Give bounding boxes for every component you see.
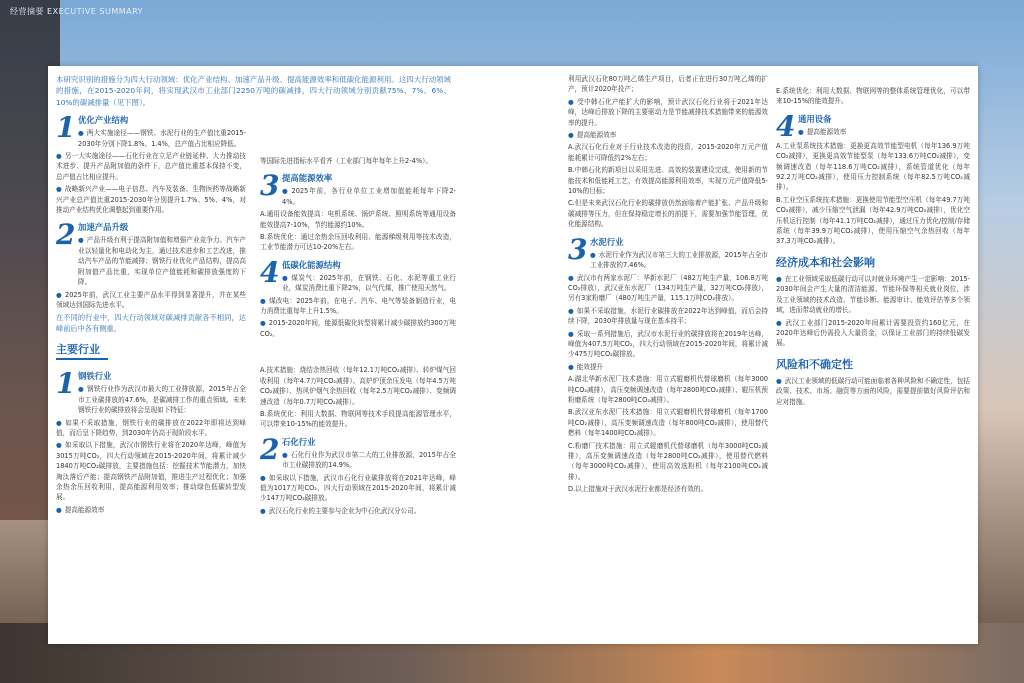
paragraph: C.粉磨厂技术措施：用立式辊磨机代替球磨机（每年3000吨CO₂减排），高压变频调速改造（每年2800吨CO₂减排），使用替代燃料（每年3000吨CO₂减排），使用高效选粉机（每年2100吨CO₂减排）。	[568, 441, 768, 481]
paragraph: ● 2025年前，武汉工业主要产品水平得到显著提升，并在某些领域达到国际先进水平。	[56, 290, 247, 309]
section-title: 低碳化能源结构	[282, 259, 341, 270]
paragraph: B.工业空压系统技术措施：更换使用节能型空压机（每年49.7万吨CO₂减排），减少压缩空气泄漏（每年42.9万吨CO₂减排），优化空压机运行控制（每年41.1万吨CO₂减排），通过压力优化/控制/存储系统（每年39.9万吨CO₂减排），使用压缩空气余热回收（每年37.3万吨CO₂减排）。	[776, 195, 970, 246]
paragraph: B.中韩石化的新项目以采用先进、高效的装置建设完成，使用新的节能技术和低能耗工艺，有效提高能源利用效率，实现万元产值降低5-10%的目标；	[568, 166, 768, 196]
paragraph: ● 煤炭气：2025年前，在钢铁、石化、水泥等重工业行业，煤炭消费比重下降2%，以气代煤，推广使用天然气。	[282, 273, 456, 293]
document-page	[48, 66, 978, 644]
paragraph: ● 如采取以下措施，武汉市钢铁行业将在2020年达峰，峰值为3015万吨CO₂，四大行动领域在2015-2020年间，将累计减少1840万吨CO₂碳排放，主要措施包括：挖掘技术节能潜力，加快淘汰落后产能；提高钢铁产品附加值，推进生产过程优化；加强余热余压回收利用，提高能源利用效率；推动绿色低碳转型发展。	[56, 441, 247, 502]
paragraph: ● 采取一系列措施后，武汉市水泥行业的碳排放将在2019年达峰，峰值为407.5万吨CO₂，四大行动领域在2015-2020年间，将累计减少475万吨CO₂碳排放。	[568, 329, 768, 359]
section-title: 加速产品升级	[78, 222, 129, 233]
paragraph: ● 2015-2020年间，能源低碳化转型将累计减少碳排放约300万吨CO₂。	[260, 319, 456, 338]
section-lowcarbon	[260, 255, 456, 296]
risk-title: 风险和不确定性	[776, 357, 853, 371]
section-number: 3	[260, 169, 280, 203]
section-petrochem	[260, 432, 456, 473]
paragraph: ● 提高能源效率	[798, 127, 847, 136]
paragraph: ● 如果不采取措施，水泥行业碳排放在2022年达到峰值，而后会持续下降，2030年排放量与现在基本持平；	[568, 306, 768, 326]
paragraph: D.以上措施对于武汉水泥行业都是经济有效的。	[568, 485, 708, 494]
paragraph: ● 战略新兴产业——电子信息、汽车及装备、生物医药等战略新兴产业总产值比重2015-2030年分别提升1.7%、5%、4%，对推动产业结构优化调整起到重要作用。	[56, 185, 247, 215]
paragraph: ● 武汉市有两家水泥厂：华新水泥厂（482万吨生产量，106.8万吨CO₂排放），武汉亚东水泥厂（134万吨生产量，32万吨CO₂排放），另有3家粉磨厂（480万吨生产量，115.1万吨CO₂排放）。	[568, 273, 768, 303]
section-title: 优化产业结构	[78, 115, 129, 126]
paragraph: ● 石化行业作为武汉市第二大的工业排放源，2015年占全市工业碳排放的14.9%。	[282, 450, 456, 470]
paragraph: ● 提高能源效率	[568, 131, 617, 140]
section-title: 水泥行业	[590, 236, 624, 247]
main-industries-title: 主要行业	[56, 342, 108, 360]
paragraph: A.技术措施：烧结余热回收（每年12.1万吨CO₂减排）、转炉煤气回收利用（每年4.7万吨CO₂减排）、高炉炉顶余压发电（每年4.5万吨CO₂减排）、热风炉烟气余热回收（每年2.5万吨CO₂减排）、变频调速改造（每年0.7万吨CO₂减排）。	[260, 366, 456, 406]
paragraph: A.通用设备能效提高：电机系统、锅炉系统、照明系统等通用设备能效提高7-10%，节约能源约10%。	[260, 210, 456, 229]
paragraph: ● 煤改电：2025年前，在电子、汽车、电气等装备制造行业，电力消费比重每年上升1.5%。	[260, 296, 457, 316]
section-steel	[56, 367, 246, 417]
column-3	[568, 74, 768, 497]
econ-title: 经济成本和社会影响	[776, 255, 875, 269]
section-general	[776, 109, 970, 143]
paragraph: B.系统优化：通过余热余压回收利用、能源梯级利用等技术改造，工业节能潜力可达10-20%左右。	[260, 233, 456, 252]
section-efficiency	[260, 169, 456, 209]
paragraph: B.武汉亚东水泥厂技术措施：用立式辊磨机代替球磨机（每年1700吨CO₂减排），高压变频调速改造（每年800吨CO₂减排），使用替代燃料（每年1400吨CO₂减排）。	[568, 408, 768, 438]
section-title: 石化行业	[282, 436, 316, 447]
section-optimize	[56, 111, 246, 151]
paragraph: ● 能效提升	[568, 362, 604, 371]
paragraph: ● 另一大实施途径——石化行业在立足产业链延伸、大力推动技术进步、提升产品附加值的条件下，总产值比重基本保持不变，总产值占比相应提升。	[56, 152, 247, 181]
section-number: 1	[56, 111, 76, 145]
paragraph: ● 2025年前，各行业单位工业增加值能耗每年下降2-4%。	[282, 187, 456, 206]
section-number: 3	[568, 232, 588, 266]
section-title: 通用设备	[798, 113, 832, 124]
paragraph: ● 两大实施途径——钢铁、水泥行业的生产值比重2015-2030年分别下降1.8%、1.4%，总产值占比相应降低。	[78, 129, 246, 148]
section-number: 4	[260, 255, 280, 289]
section-number: 1	[56, 367, 76, 401]
section-number: 4	[776, 109, 796, 143]
paragraph: C.但是未来武汉石化行业的碳排放仍然面临着产能扩张、产品升级和碳减排等压力，但在保持稳定增长的前提下，需要加强节能管理，优化能源结构。	[568, 199, 768, 229]
paragraph: 利用武汉石化80万吨乙烯生产项目，后者正在进行30万吨乙烯的扩产，预计2020年投产；	[568, 75, 768, 94]
paragraph: ● 水泥行业作为武汉市第三大的工业排放源，2015年占全市工业排放的7.46%。	[590, 250, 768, 270]
paragraph: ● 武汉工业部门2015-2020年间累计需要投资约160亿元，在2020年达峰后仍需投入大量资金，以保证工业部门的持续低碳发展。	[776, 318, 970, 348]
highlight-text: 在不同的行业中，四大行动领域对碳减排贡献各不相同，达峰前后中各有侧重。	[56, 313, 246, 334]
paragraph: B.系统优化：利用大数据、物联网等技术手段提高能源管理水平，可以带来10-15%的能效提升。	[260, 409, 456, 429]
paragraph: ● 在工业领域采取低碳行动可以对就业环境产生一定影响：2015-2030年间会产生大量的清洁能源、节能环保等相关就业岗位，涉及工业领域的技术改造、节能诊断、能源审计、能效评估等多个领域，进而带动就业的增长。	[776, 274, 970, 315]
paragraph: E.系统优化：利用大数据、物联网等的整体系统管理优化，可以带来10-15%的能效提升。	[776, 87, 970, 106]
paragraph: ● 产品升级有利于提高附加值和增强产业竞争力。汽车产业以轻量化和电动化为主，通过技术进步和工艺改进，推动汽车产品的节能减排；钢铁行业优化产品结构，提高高附加值产品比重，实现单位产值能耗和碳排放强度的下降。	[78, 236, 246, 287]
intro-text: 本研究识别的措施分为四大行动领域：优化产业结构、加速产品升级、提高能源效率和低碳化能源利用。这四大行动领域的措施，在2015-2020年间，将实现武汉市工业部门2250万吨的碳减排，四大行动领域分别贡献75%、7%、6%、10%的碳减排量（见下图）。	[56, 75, 451, 107]
paragraph: ● 钢铁行业作为武汉市最大的工业排放源，2015年占全市工业碳排放的47.6%，是碳减排工作的重点领域。未来钢铁行业的碳排放将会呈现如下特征：	[78, 385, 246, 415]
column-2	[260, 156, 456, 518]
section-number: 2	[56, 218, 76, 252]
paragraph: ● 如采取以下措施，武汉市石化行业碳排放将在2021年达峰，峰值为1017万吨CO₂，四大行动领域在2015-2020年间，将累计减少147万吨CO₂碳排放。	[260, 473, 457, 503]
section-title: 钢铁行业	[78, 371, 112, 382]
paragraph: ● 受中韩石化产能扩大的影响，预计武汉石化行业将于2021年达峰，达峰后排放下降的主要驱动力是节能减排技术措施带来的能源效率的提升。	[568, 97, 768, 127]
paragraph: ● 武汉工业领域的低碳行动可能面临着各种风险和不确定性，包括政策、技术、市场、融资等方面的风险，需要提前做好风险评估和应对措施。	[776, 376, 970, 406]
section-title: 提高能源效率	[282, 173, 333, 184]
paragraph: A.湖北华新水泥厂技术措施：用立式辊磨机代替球磨机（每年3000吨CO₂减排），高压变频调速改造（每年2800吨CO₂减排）、辊压机预粉磨系统（每年2800吨CO₂减排）。	[568, 375, 768, 404]
paragraph: 等国际先进指标水平看齐（工业部门每年每年上升2-4%）。	[260, 157, 432, 165]
column-4	[776, 86, 970, 409]
paragraph: ● 提高能源效率	[56, 505, 105, 514]
paragraph: A.工业泵系统技术措施：更换更高效节能型电机（每年136.9万吨CO₂减排），更换更高效节能型泵（每年133.6万吨CO₂减排），变频调速改造（每年118.6万吨CO₂减排），系统管道优化（每年92.2万吨CO₂减排），使用压力控制系统（每年82.5万吨CO₂减排）。	[776, 141, 970, 192]
section-upgrade	[56, 218, 246, 289]
section-number: 2	[260, 432, 280, 466]
paragraph: ● 武汉石化行业的主要参与企业为中石化武汉分公司。	[260, 506, 421, 515]
paragraph: ● 如果不采取措施，钢铁行业的碳排放在2022年即将达到峰值，而后呈下降趋势，到2030年仍高于现阶段水平。	[56, 418, 246, 437]
section-cement	[568, 232, 768, 273]
header-label: 经营摘要 EXECUTIVE SUMMARY	[10, 7, 144, 16]
paragraph: A.武汉石化行业对于行业技术改造的投资，2015-2020年万元产值能耗累计可降低约2%左右；	[568, 143, 768, 162]
